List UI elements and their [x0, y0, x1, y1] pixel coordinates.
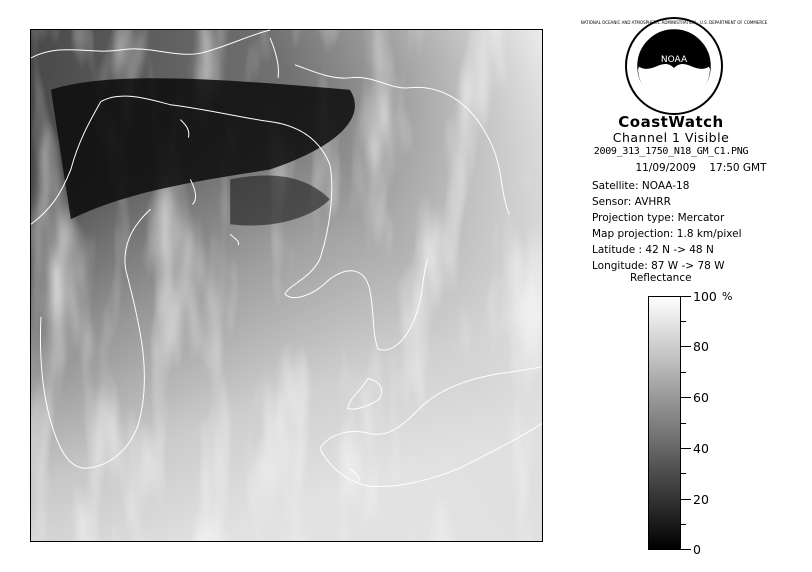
datetime-label — [590, 162, 812, 174]
tick-major — [681, 346, 691, 347]
detail-latitude: Latitude : 42 N -> 48 N — [592, 244, 714, 256]
info-panel — [560, 0, 782, 572]
detail-map-projection: Map projection: 1.8 km/pixel — [592, 228, 742, 240]
date-value: 11/09/2009 — [635, 162, 696, 174]
noaa-logo — [580, 16, 768, 116]
tick-label: 100 — [693, 289, 717, 304]
detail-projection-type: Projection type: Mercator — [592, 212, 725, 224]
channel-label: Channel 1 Visible — [612, 130, 730, 145]
colorbar-legend — [648, 289, 758, 558]
tick-label: 80 — [693, 339, 709, 354]
tick-minor — [681, 321, 686, 322]
noaa-logo-ring-text: NATIONAL OCEANIC AND ATMOSPHERIC ADMINISTRATION · U.S. DEPARTMENT OF COMMERCE — [580, 20, 768, 25]
tick-minor — [681, 423, 686, 424]
satellite-map[interactable] — [30, 29, 543, 542]
tick-major — [681, 549, 691, 550]
time-value: 17:50 GMT — [709, 162, 767, 174]
noaa-logo-text: NOAA — [660, 55, 688, 65]
satellite-image — [31, 30, 542, 541]
colorbar-unit: % — [722, 290, 733, 303]
tick-label: 40 — [693, 441, 709, 456]
colorbar-label: Reflectance — [630, 272, 692, 284]
tick-major — [681, 448, 691, 449]
tick-label: 0 — [693, 542, 701, 557]
tick-major — [681, 499, 691, 500]
detail-satellite: Satellite: NOAA-18 — [592, 180, 690, 192]
tick-minor — [681, 372, 686, 373]
tick-label: 20 — [693, 492, 709, 507]
tick-major — [681, 397, 691, 398]
colorbar-gradient — [648, 296, 681, 550]
detail-sensor: Sensor: AVHRR — [592, 196, 671, 208]
tick-minor — [681, 473, 686, 474]
tick-major — [681, 296, 691, 297]
page-title: CoastWatch — [618, 113, 724, 131]
detail-longitude: Longitude: 87 W -> 78 W — [592, 260, 725, 272]
tick-minor — [681, 524, 686, 525]
filename-label: 2009_313_1750_N18_GM_C1.PNG — [593, 146, 749, 157]
tick-label: 60 — [693, 390, 709, 405]
